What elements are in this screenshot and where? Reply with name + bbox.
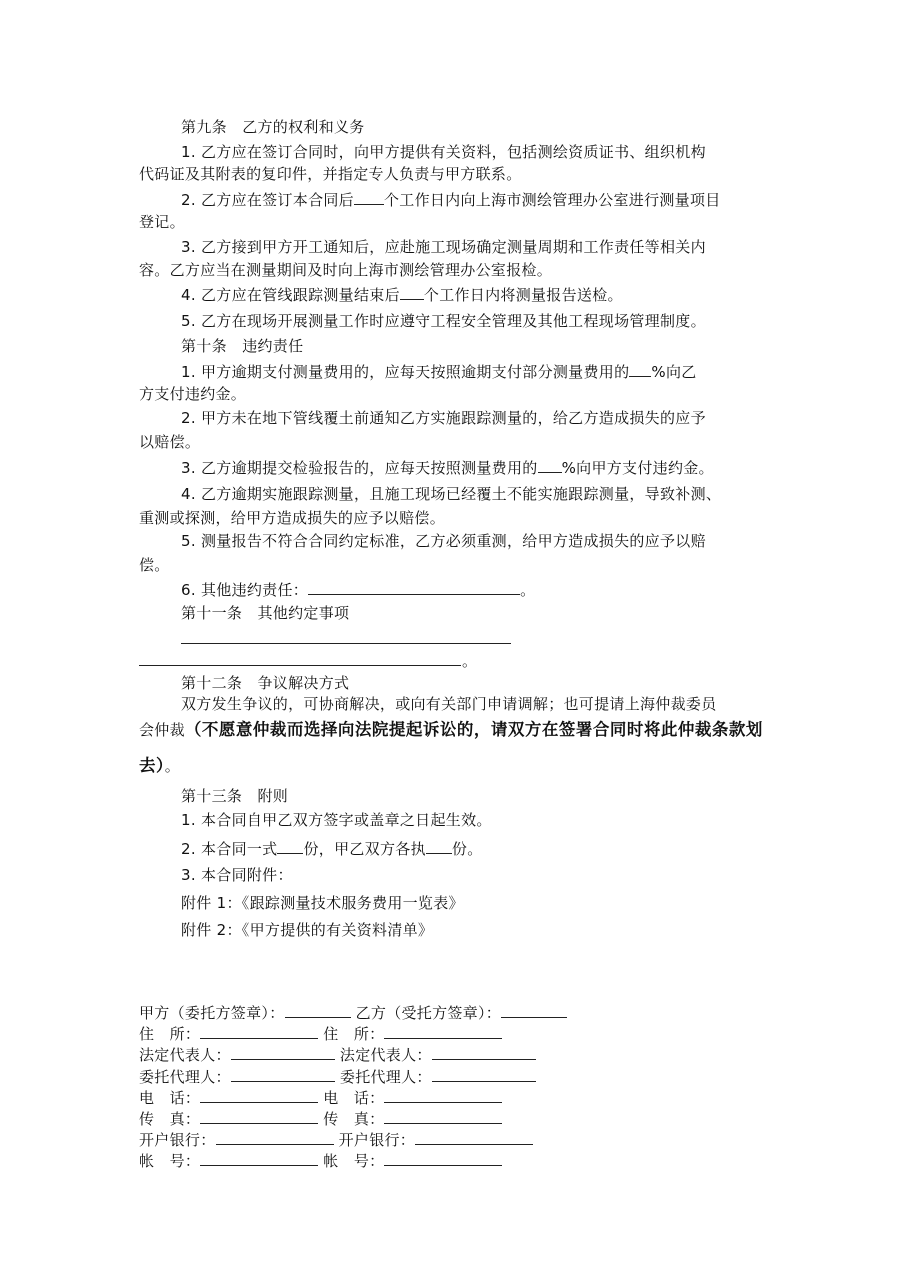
- article-9-item-3: 3. 乙方接到甲方开工通知后，应赴施工现场确定测量周期和工作责任等相关内: [181, 238, 706, 256]
- sign-row-phone: 电 话： 电 话：: [139, 1088, 502, 1107]
- article-12-text-2: 会仲裁（不愿意仲裁而选择向法院提起诉讼的，请双方在签署合同时将此仲裁条款划: [139, 720, 763, 739]
- party-b-agent-field[interactable]: [432, 1067, 536, 1082]
- party-a-legal-rep-field[interactable]: [231, 1045, 335, 1060]
- party-a-signature-field[interactable]: [285, 1003, 351, 1018]
- article-9-item-4: 4. 乙方应在管线跟踪测量结束后 个工作日内将测量报告送检。: [181, 286, 623, 304]
- article-10-item-4-cont: 重测或探测，给甲方造成损失的应予以赔偿。: [139, 509, 446, 527]
- article-13-title: 第十三条 附则: [181, 787, 289, 805]
- article-10-item-5: 5. 测量报告不符合合同约定标准，乙方必须重测，给甲方造成损失的应予以赔: [181, 532, 706, 550]
- article-12-title: 第十二条 争议解决方式: [181, 674, 350, 692]
- article-10-item-5-cont: 偿。: [139, 556, 170, 574]
- article-10-item-4: 4. 乙方逾期实施跟踪测量，且施工现场已经覆土不能实施跟踪测量，导致补测、: [181, 485, 722, 503]
- article-9-item-2: 2. 乙方应在签订本合同后 个工作日内向上海市测绘管理办公室进行测量项目: [181, 191, 721, 209]
- blank-field[interactable]: [426, 839, 452, 854]
- sign-row-bank: 开户银行： 开户银行：: [139, 1130, 533, 1149]
- sign-row-account: 帐 号： 帐 号：: [139, 1151, 502, 1170]
- party-a-address-field[interactable]: [200, 1024, 318, 1039]
- article-9-item-1-cont: 代码证及其附表的复印件，并指定专人负责与甲方联系。: [139, 165, 522, 183]
- article-11-title: 第十一条 其他约定事项: [181, 604, 350, 622]
- blank-field[interactable]: [308, 580, 520, 595]
- article-10-item-3: 3. 乙方逾期提交检验报告的，应每天按照测量费用的 %向甲方支付违约金。: [181, 459, 714, 477]
- arbitration-note: （不愿意仲裁而选择向法院提起诉讼的，请双方在签署合同时将此仲裁条款划: [184, 720, 763, 739]
- party-a-phone-field[interactable]: [200, 1088, 318, 1103]
- blank-line[interactable]: [139, 665, 461, 666]
- party-a-bank-field[interactable]: [216, 1130, 334, 1145]
- sign-row-address: 住 所： 住 所：: [139, 1024, 502, 1043]
- article-10-item-1: 1. 甲方逾期支付测量费用的，应每天按照逾期支付部分测量费用的 %向乙: [181, 363, 697, 381]
- article-13-item-3: 3. 本合同附件：: [181, 866, 293, 884]
- article-10-item-6: 6. 其他违约责任： 。: [181, 581, 536, 599]
- article-9-item-2-cont: 登记。: [139, 213, 185, 231]
- article-13-item-2: 2. 本合同一式 份，甲乙双方各执 份。: [181, 840, 483, 858]
- article-11-end: 。: [462, 652, 478, 670]
- article-12-text-3: 去）。: [139, 756, 181, 775]
- article-9-item-3-cont: 容。乙方应当在测量期间及时向上海市测绘管理办公室报检。: [139, 261, 553, 279]
- blank-line[interactable]: [181, 643, 511, 644]
- party-a-agent-field[interactable]: [231, 1067, 335, 1082]
- party-b-fax-field[interactable]: [384, 1109, 502, 1124]
- party-b-legal-rep-field[interactable]: [432, 1045, 536, 1060]
- blank-field[interactable]: [277, 839, 303, 854]
- sign-row-legal-rep: 法定代表人： 法定代表人：: [139, 1045, 536, 1064]
- blank-field[interactable]: [354, 190, 384, 205]
- article-10-item-2-cont: 以赔偿。: [139, 433, 201, 451]
- article-10-title: 第十条 违约责任: [181, 337, 304, 355]
- party-a-account-field[interactable]: [200, 1151, 318, 1166]
- sign-row-party: 甲方（委托方签章）： 乙方（受托方签章）：: [139, 1003, 567, 1022]
- article-9-item-5: 5. 乙方在现场开展测量工作时应遵守工程安全管理及其他工程现场管理制度。: [181, 312, 706, 330]
- article-12-text-1: 双方发生争议的，可协商解决，或向有关部门申请调解；也可提请上海仲裁委员: [181, 695, 717, 713]
- blank-field[interactable]: [538, 458, 562, 473]
- sign-row-agent: 委托代理人： 委托代理人：: [139, 1067, 536, 1086]
- attachment-1: 附件 1：《跟踪测量技术服务费用一览表》: [181, 894, 464, 912]
- party-b-phone-field[interactable]: [384, 1088, 502, 1103]
- sign-row-fax: 传 真： 传 真：: [139, 1109, 502, 1128]
- article-9-item-1: 1. 乙方应在签订合同时，向甲方提供有关资料，包括测绘资质证书、组织机构: [181, 143, 706, 161]
- article-9-title: 第九条 乙方的权利和义务: [181, 118, 365, 136]
- party-b-signature-field[interactable]: [501, 1003, 567, 1018]
- article-13-item-1: 1. 本合同自甲乙双方签字或盖章之日起生效。: [181, 811, 492, 829]
- party-a-fax-field[interactable]: [200, 1109, 318, 1124]
- party-b-account-field[interactable]: [384, 1151, 502, 1166]
- party-b-address-field[interactable]: [384, 1024, 502, 1039]
- article-10-item-1-cont: 方支付违约金。: [139, 385, 247, 403]
- blank-field[interactable]: [400, 285, 424, 300]
- attachment-2: 附件 2：《甲方提供的有关资料清单》: [181, 921, 434, 939]
- blank-field[interactable]: [629, 362, 651, 377]
- article-10-item-2: 2. 甲方未在地下管线覆土前通知乙方实施跟踪测量的，给乙方造成损失的应予: [181, 409, 706, 427]
- party-b-bank-field[interactable]: [415, 1130, 533, 1145]
